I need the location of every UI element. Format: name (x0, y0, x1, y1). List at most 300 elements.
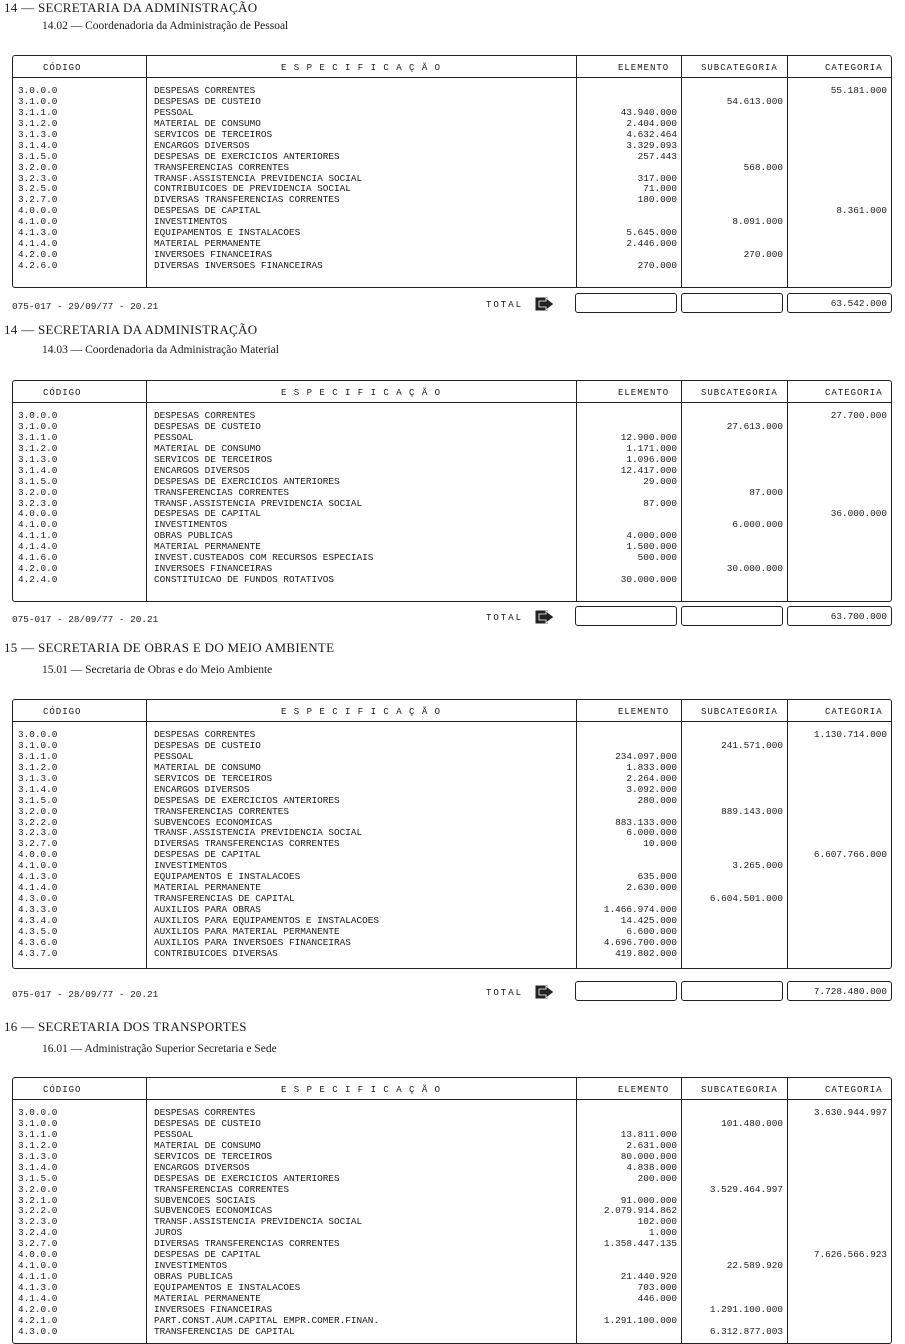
table-row (13, 949, 891, 960)
table-body (13, 730, 891, 960)
table-row (13, 861, 891, 872)
table-row (13, 542, 891, 553)
element-value: 4.838.000 (626, 1161, 677, 1173)
table-row (13, 905, 891, 916)
element-value: 1.466.974.000 (603, 904, 677, 915)
account-code: 3.0.0.0 (18, 85, 58, 96)
budget-table (12, 1077, 892, 1344)
category-value: 3.630.944.997 (813, 1107, 887, 1118)
table-row (13, 796, 891, 807)
total-label: TOTAL (486, 300, 524, 310)
account-description: PESSOAL (154, 1128, 194, 1140)
element-value: 234.097.000 (615, 750, 677, 762)
section-title: 14 — SECRETARIA DA ADMINISTRAÇÃO (4, 322, 258, 337)
subcategory-value: 27.613.000 (726, 420, 783, 432)
element-value: 1.500.000 (626, 541, 677, 553)
account-code: 4.1.0.0 (18, 860, 58, 872)
account-description: AUXILIOS PARA MATERIAL PERMANENTE (154, 925, 340, 937)
account-description: DESPESAS DE CAPITAL (154, 849, 261, 861)
account-description: DESPESAS DE CUSTEIO (154, 95, 261, 107)
account-code: 4.3.0.0 (18, 893, 58, 905)
account-code: 3.2.7.0 (18, 194, 58, 206)
account-description: ENCARGOS DIVERSOS (154, 139, 250, 151)
account-description: PESSOAL (154, 106, 194, 118)
account-code: 4.1.0.0 (18, 519, 58, 531)
element-value: 3.092.000 (626, 783, 677, 795)
category-total-box (787, 981, 892, 1001)
table-row (13, 433, 891, 444)
column-header-label: SUBCATEGORIA (701, 1085, 778, 1095)
subcategory-value: 3.529.464.997 (709, 1183, 783, 1195)
element-value: 10.000 (643, 838, 677, 850)
account-code: 4.1.6.0 (18, 552, 58, 564)
table-row (13, 1305, 891, 1316)
element-value: 500.000 (637, 552, 677, 564)
total-label: TOTAL (486, 613, 524, 623)
subcategory-value: 889.143.000 (721, 805, 783, 817)
account-description: INVESTIMENTOS (154, 1260, 228, 1272)
account-code: 4.1.1.0 (18, 530, 58, 542)
element-value: 3.329.093 (626, 139, 677, 151)
total-arrow-icon (535, 610, 555, 624)
account-description: TRANSFERENCIAS CORRENTES (154, 1183, 290, 1195)
print-footer: 075-017 - 28/09/77 - 20.21 (12, 614, 159, 625)
table-row (13, 752, 891, 763)
account-code: 3.1.4.0 (18, 464, 58, 476)
account-description: SERVICOS DE TERCEIROS (154, 453, 273, 465)
account-description: DESPESAS DE CAPITAL (154, 205, 261, 217)
account-code: 3.2.0.0 (18, 1183, 58, 1195)
element-value: 635.000 (637, 871, 677, 883)
account-description: MATERIAL DE CONSUMO (154, 117, 261, 129)
table-row (13, 1174, 891, 1185)
table-row (13, 807, 891, 818)
account-description: MATERIAL DE CONSUMO (154, 761, 261, 773)
account-description: DESPESAS DE CUSTEIO (154, 1117, 261, 1129)
element-value: 446.000 (637, 1292, 677, 1304)
table-row (13, 1283, 891, 1294)
account-description: DESPESAS DE CUSTEIO (154, 420, 261, 432)
account-description: CONSTITUICAO DE FUNDOS ROTATIVOS (154, 574, 335, 586)
total-value: 7.728.480.000 (813, 986, 887, 997)
subcategory-value: 1.291.100.000 (709, 1303, 783, 1315)
account-code: 4.2.6.0 (18, 260, 58, 271)
table-row (13, 477, 891, 488)
account-code: 4.3.7.0 (18, 947, 58, 959)
category-value: 6.607.766.000 (813, 849, 887, 861)
section-subtitle: 14.02 — Coordenadoria da Administração de Pessoal (42, 20, 289, 32)
account-code: 4.1.4.0 (18, 882, 58, 894)
account-description: ENCARGOS DIVERSOS (154, 464, 250, 476)
account-description: MATERIAL DE CONSUMO (154, 442, 261, 454)
account-description: AUXILIOS PARA OBRAS (154, 904, 261, 915)
column-header-label: CATEGORIA (825, 707, 883, 717)
table-row (13, 1261, 891, 1272)
subcategory-value: 241.571.000 (721, 739, 783, 751)
account-description: DIVERSAS TRANSFERENCIAS CORRENTES (154, 838, 340, 850)
element-value: 4.696.700.000 (603, 936, 677, 948)
account-description: INVERSOES FINANCEIRAS (154, 249, 273, 261)
element-value: 12.900.000 (620, 431, 677, 443)
element-value: 13.811.000 (620, 1128, 677, 1140)
table-row (13, 141, 891, 152)
table-row (13, 130, 891, 141)
table-row (13, 174, 891, 185)
table-row (13, 228, 891, 239)
account-description: DESPESAS CORRENTES (154, 85, 256, 96)
table-row (13, 466, 891, 477)
account-code: 3.1.3.0 (18, 772, 58, 784)
table-row (13, 1217, 891, 1228)
account-code: 4.1.4.0 (18, 238, 58, 250)
account-code: 4.0.0.0 (18, 1249, 58, 1261)
element-value: 1.358.447.135 (603, 1238, 677, 1250)
element-value: 257.443 (637, 150, 677, 162)
account-description: CONTRIBUICOES DE PREVIDENCIA SOCIAL (154, 183, 351, 195)
account-description: MATERIAL PERMANENTE (154, 541, 261, 553)
category-value: 7.626.566.923 (813, 1249, 887, 1261)
table-row (13, 1272, 891, 1283)
category-value: 8.361.000 (836, 205, 887, 217)
account-code: 4.1.3.0 (18, 871, 58, 883)
column-header-label: E S P E C I F I C A Ç Ã O (281, 63, 442, 73)
column-header-label: CÓDIGO (43, 63, 82, 73)
table-row (13, 520, 891, 531)
element-value: 180.000 (637, 194, 677, 206)
table-row (13, 152, 891, 163)
element-value: 883.133.000 (615, 816, 677, 828)
element-value: 4.632.464 (626, 128, 677, 140)
element-value: 270.000 (637, 260, 677, 271)
subcategory-value: 8.091.000 (732, 216, 783, 228)
column-header-label: E S P E C I F I C A Ç Ã O (281, 388, 442, 398)
account-code: 4.2.4.0 (18, 574, 58, 586)
account-code: 3.1.3.0 (18, 128, 58, 140)
table-row (13, 488, 891, 499)
account-description: EQUIPAMENTOS E INSTALACOES (154, 871, 301, 883)
subcategory-value: 6.312.877.003 (709, 1325, 783, 1337)
account-code: 4.0.0.0 (18, 508, 58, 520)
table-row (13, 422, 891, 433)
column-header-label: CATEGORIA (825, 63, 883, 73)
element-value: 14.425.000 (620, 914, 677, 926)
subcategory-value: 6.604.501.000 (709, 893, 783, 905)
subcategory-total-box (681, 293, 783, 313)
account-code: 4.2.1.0 (18, 1314, 58, 1326)
account-code: 3.1.5.0 (18, 794, 58, 806)
table-row (13, 1196, 891, 1207)
table-row (13, 839, 891, 850)
account-description: MATERIAL PERMANENTE (154, 1292, 261, 1304)
account-code: 4.2.0.0 (18, 563, 58, 575)
account-code: 3.0.0.0 (18, 410, 58, 421)
table-row (13, 575, 891, 586)
element-value: 5.645.000 (626, 227, 677, 239)
account-code: 3.1.2.0 (18, 761, 58, 773)
account-description: SUBVENCOES ECONOMICAS (154, 1205, 273, 1217)
element-value: 2.631.000 (626, 1139, 677, 1151)
section-title: 14 — SECRETARIA DA ADMINISTRAÇÃO (4, 0, 258, 15)
account-code: 3.1.2.0 (18, 1139, 58, 1151)
element-value: 4.000.000 (626, 530, 677, 542)
account-code: 4.2.0.0 (18, 249, 58, 261)
account-description: DESPESAS DE EXERCICIOS ANTERIORES (154, 475, 340, 487)
table-body (13, 86, 891, 272)
account-description: TRANSFERENCIAS CORRENTES (154, 161, 290, 173)
subcategory-value: 6.000.000 (732, 519, 783, 531)
account-description: INVESTIMENTOS (154, 519, 228, 531)
account-code: 3.2.3.0 (18, 1216, 58, 1228)
account-code: 4.2.0.0 (18, 1303, 58, 1315)
column-header-label: CATEGORIA (825, 388, 883, 398)
element-value: 200.000 (637, 1172, 677, 1184)
table-row (13, 163, 891, 174)
account-description: TRANSF.ASSISTENCIA PREVIDENCIA SOCIAL (154, 1216, 363, 1228)
element-value: 703.000 (637, 1282, 677, 1293)
account-description: DESPESAS DE CAPITAL (154, 508, 261, 520)
account-code: 3.1.0.0 (18, 420, 58, 432)
column-header-label: ELEMENTO (618, 388, 670, 398)
account-description: DIVERSAS TRANSFERENCIAS CORRENTES (154, 194, 340, 206)
account-description: DIVERSAS INVERSOES FINANCEIRAS (154, 260, 323, 271)
table-row (13, 872, 891, 883)
account-description: MATERIAL PERMANENTE (154, 882, 261, 894)
subcategory-value: 568.000 (743, 161, 783, 173)
account-description: TRANSF.ASSISTENCIA PREVIDENCIA SOCIAL (154, 497, 363, 509)
account-code: 3.2.0.0 (18, 805, 58, 817)
category-total-box (787, 606, 892, 626)
account-description: ENCARGOS DIVERSOS (154, 783, 250, 795)
account-description: INVESTIMENTOS (154, 860, 228, 872)
account-code: 3.1.4.0 (18, 1161, 58, 1173)
account-code: 3.1.5.0 (18, 150, 58, 162)
table-row (13, 1239, 891, 1250)
account-code: 3.1.1.0 (18, 1128, 58, 1140)
category-value: 55.181.000 (830, 85, 887, 96)
account-description: PART.CONST.AUM.CAPITAL EMPR.COMER.FINAN. (154, 1314, 380, 1326)
account-description: TRANSFERENCIAS CORRENTES (154, 486, 290, 498)
budget-table (12, 699, 892, 969)
account-description: DESPESAS DE CUSTEIO (154, 739, 261, 751)
account-description: DESPESAS DE EXERCICIOS ANTERIORES (154, 794, 340, 806)
account-code: 3.0.0.0 (18, 729, 58, 740)
account-code: 3.2.0.0 (18, 161, 58, 173)
account-code: 4.1.4.0 (18, 1292, 58, 1304)
category-value: 36.000.000 (830, 508, 887, 520)
element-total-box (575, 606, 677, 626)
table-row (13, 1228, 891, 1239)
column-header-label: ELEMENTO (618, 63, 670, 73)
element-value: 29.000 (643, 475, 677, 487)
total-value: 63.542.000 (830, 298, 887, 309)
element-value: 87.000 (643, 497, 677, 509)
column-header-label: CÓDIGO (43, 707, 82, 717)
table-row (13, 1206, 891, 1217)
account-code: 3.1.3.0 (18, 1150, 58, 1162)
table-row (13, 119, 891, 130)
account-code: 3.2.7.0 (18, 1238, 58, 1250)
element-value: 1.096.000 (626, 453, 677, 465)
account-code: 3.1.1.0 (18, 106, 58, 118)
column-header-label: E S P E C I F I C A Ç Ã O (281, 1085, 442, 1095)
column-header-label: CÓDIGO (43, 1085, 82, 1095)
account-code: 3.1.0.0 (18, 739, 58, 751)
subcategory-value: 54.613.000 (726, 95, 783, 107)
element-value: 6.600.000 (626, 925, 677, 937)
table-body (13, 411, 891, 586)
table-row (13, 108, 891, 119)
account-description: OBRAS PUBLICAS (154, 1271, 233, 1283)
subcategory-total-box (681, 981, 783, 1001)
table-row (13, 184, 891, 195)
table-row (13, 564, 891, 575)
column-header-label: SUBCATEGORIA (701, 63, 778, 73)
account-code: 3.1.3.0 (18, 453, 58, 465)
element-value: 102.000 (637, 1216, 677, 1228)
subcategory-value: 270.000 (743, 249, 783, 261)
table-row (13, 828, 891, 839)
table-row (13, 97, 891, 108)
account-description: DESPESAS CORRENTES (154, 1107, 256, 1118)
print-footer: 075-017 - 28/09/77 - 20.21 (12, 989, 159, 1000)
element-value: 2.264.000 (626, 772, 677, 784)
account-code: 4.1.0.0 (18, 216, 58, 228)
total-value: 63.700.000 (830, 611, 887, 622)
element-total-box (575, 293, 677, 313)
account-description: DESPESAS CORRENTES (154, 729, 256, 740)
account-description: TRANSFERENCIAS DE CAPITAL (154, 893, 295, 905)
table-row (13, 1163, 891, 1174)
column-header-category (13, 56, 891, 78)
account-description: SUBVENCOES SOCIAIS (154, 1194, 256, 1206)
subcategory-value: 22.589.920 (726, 1260, 783, 1272)
account-code: 4.3.4.0 (18, 914, 58, 926)
element-value: 2.079.914.862 (603, 1205, 677, 1217)
element-value: 317.000 (637, 172, 677, 184)
account-description: CONTRIBUICOES DIVERSAS (154, 947, 278, 959)
subcategory-value: 30.000.000 (726, 563, 783, 575)
account-description: TRANSFERENCIAS CORRENTES (154, 805, 290, 817)
section-subtitle: 15.01 — Secretaria de Obras e do Meio Ambiente (42, 664, 273, 676)
print-footer: 075-017 - 29/09/77 - 20.21 (12, 301, 159, 312)
table-row (13, 1141, 891, 1152)
element-value: 280.000 (637, 794, 677, 806)
table-row (13, 1152, 891, 1163)
account-code: 3.1.5.0 (18, 1172, 58, 1184)
element-value: 1.291.100.000 (603, 1314, 677, 1326)
element-value: 71.000 (643, 183, 677, 195)
category-value: 1.130.714.000 (813, 729, 887, 740)
account-description: PESSOAL (154, 431, 194, 443)
account-description: INVESTIMENTOS (154, 216, 228, 228)
element-value: 43.940.000 (620, 106, 677, 118)
category-total-box (787, 293, 892, 313)
section-title: 15 — SECRETARIA DE OBRAS E DO MEIO AMBIENTE (4, 640, 335, 655)
account-code: 3.1.0.0 (18, 95, 58, 107)
account-code: 4.1.0.0 (18, 1260, 58, 1272)
total-arrow-icon (535, 297, 555, 311)
table-row (13, 785, 891, 796)
column-header-category (13, 700, 891, 722)
table-row (13, 444, 891, 455)
column-header-label: SUBCATEGORIA (701, 707, 778, 717)
element-value: 21.440.920 (620, 1271, 677, 1283)
account-code: 4.0.0.0 (18, 849, 58, 861)
element-value: 91.000.000 (620, 1194, 677, 1206)
table-row (13, 1119, 891, 1130)
budget-table (12, 55, 892, 288)
element-value: 419.802.000 (615, 947, 677, 959)
element-value: 2.630.000 (626, 882, 677, 894)
account-description: OBRAS PUBLICAS (154, 530, 233, 542)
element-total-box (575, 981, 677, 1001)
table-row (13, 927, 891, 938)
account-code: 3.1.1.0 (18, 431, 58, 443)
account-code: 3.1.4.0 (18, 139, 58, 151)
subcategory-value: 87.000 (749, 486, 783, 498)
table-row (13, 916, 891, 927)
account-description: DESPESAS DE EXERCICIOS ANTERIORES (154, 1172, 340, 1184)
account-code: 4.3.0.0 (18, 1325, 58, 1337)
subcategory-value: 3.265.000 (732, 860, 783, 872)
account-description: EQUIPAMENTOS E INSTALACOES (154, 1282, 301, 1293)
subcategory-total-box (681, 606, 783, 626)
table-row (13, 499, 891, 510)
account-code: 3.2.1.0 (18, 1194, 58, 1206)
account-code: 3.2.3.0 (18, 827, 58, 839)
account-code: 4.3.6.0 (18, 936, 58, 948)
element-value: 2.404.000 (626, 117, 677, 129)
account-description: INVEST.CUSTEADOS COM RECURSOS ESPECIAIS (154, 552, 374, 564)
account-code: 3.1.4.0 (18, 783, 58, 795)
account-description: TRANSF.ASSISTENCIA PREVIDENCIA SOCIAL (154, 172, 363, 184)
category-value: 27.700.000 (830, 410, 887, 421)
table-row (13, 1327, 891, 1338)
table-row (13, 763, 891, 774)
table-row (13, 261, 891, 272)
column-header-category (13, 1078, 891, 1100)
account-code: 4.0.0.0 (18, 205, 58, 217)
column-header-label: CÓDIGO (43, 388, 82, 398)
column-header-label: ELEMENTO (618, 707, 670, 717)
section-subtitle: 16.01 — Administração Superior Secretaria e Sede (42, 1043, 277, 1055)
account-code: 3.1.2.0 (18, 442, 58, 454)
account-code: 3.2.7.0 (18, 838, 58, 850)
element-value: 1.171.000 (626, 442, 677, 454)
account-description: ENCARGOS DIVERSOS (154, 1161, 250, 1173)
column-header-label: E S P E C I F I C A Ç Ã O (281, 707, 442, 717)
account-description: JUROS (154, 1227, 183, 1239)
table-row (13, 195, 891, 206)
element-value: 12.417.000 (620, 464, 677, 476)
element-value: 80.000.000 (620, 1150, 677, 1162)
account-description: SUBVENCOES ECONOMICAS (154, 816, 273, 828)
account-code: 4.1.3.0 (18, 1282, 58, 1293)
account-code: 3.2.3.0 (18, 497, 58, 509)
account-code: 3.2.2.0 (18, 816, 58, 828)
column-header-label: CATEGORIA (825, 1085, 883, 1095)
account-code: 3.1.2.0 (18, 117, 58, 129)
account-code: 3.2.4.0 (18, 1227, 58, 1239)
account-code: 3.2.2.0 (18, 1205, 58, 1217)
column-header-label: SUBCATEGORIA (701, 388, 778, 398)
element-value: 30.000.000 (620, 574, 677, 586)
account-code: 4.1.4.0 (18, 541, 58, 553)
column-header-category (13, 381, 891, 403)
account-description: AUXILIOS PARA INVERSOES FINANCEIRAS (154, 936, 351, 948)
account-description: DESPESAS DE CAPITAL (154, 1249, 261, 1261)
account-description: INVERSOES FINANCEIRAS (154, 1303, 273, 1315)
